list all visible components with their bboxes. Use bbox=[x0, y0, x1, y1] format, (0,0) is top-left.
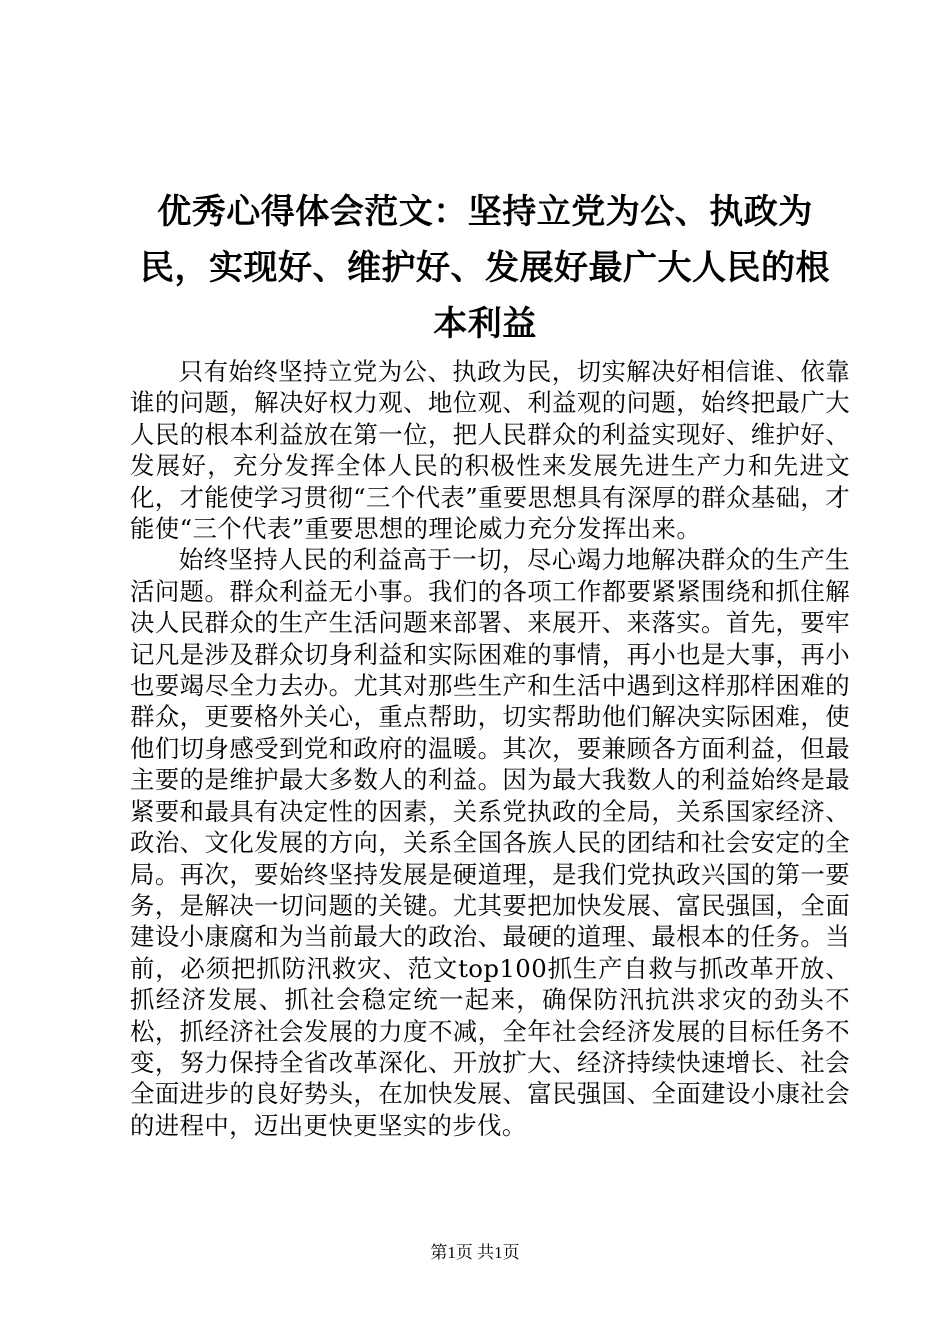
document-title: 优秀心得体会范文：坚持立党为公、执政为民，实现好、维护好、发展好最广大人民的根本利益 bbox=[140, 192, 830, 344]
paragraph: 只有始终坚持立党为公、执政为民，切实解决好相信谁、依靠谁的问题，解决好权力观、地位观、利益观的问题，始终把最广大人民的根本利益放在第一位，把人民群众的利益实现好、维护好、发展好，充分发挥全体人民的积极性来发展先进生产力和先进文化，才能使学习贯彻“三个代表”重要思想具有深厚的群众基础，才能使“三个代表”重要思想的理论威力充分发挥出来。 bbox=[130, 357, 850, 544]
page-footer: 第1页 共1页 bbox=[430, 1243, 520, 1262]
document-body bbox=[130, 356, 850, 1141]
paragraph: 始终坚持人民的利益高于一切，尽心竭力地解决群众的生产生活问题。群众利益无小事。我们的各项工作都要紧紧围绕和抓住解决人民群众的生产生活问题来部署、来展开、来落实。首先，要牢记凡是涉及群众切身利益和实际困难的事情，再小也是大事，再小也要竭尽全力去办。尤其对那些生产和生活中遇到这样那样困难的群众，更要格外关心，重点帮助，切实帮助他们解决实际困难，使他们切身感受到党和政府的温暖。其次，要兼顾各方面利益，但最主要的是维护最大多数人的利益。因为最大我数人的利益始终是最紧要和最具有决定性的因素，关系党执政的全局，关系国家经济、政治、文化发展的方向，关系全国各族人民的团结和社会安定的全局。再次，要始终坚持发展是硬道理，是我们党执政兴国的第一要务，是解决一切问题的关键。尤其要把加快发展、富民强国，全面建设小康腐和为当前最大的政治、最硬的道理、最根本的任务。当前，必须把抓防汛救灾、范文top100抓生产自救与抓改革开放、抓经济发展、抓社会稳定统一起来，确保防汛抗洪求灾的劲头不松，抓经济社会发展的力度不减，全年社会经济发展的目标任务不变，努力保持全省改革深化、开放扩大、经济持续快速增长、社会全面进步的良好势头，在加快发展、富民强国、全面建设小康社会的进程中，迈出更快更坚实的步伐。 bbox=[130, 545, 850, 1140]
